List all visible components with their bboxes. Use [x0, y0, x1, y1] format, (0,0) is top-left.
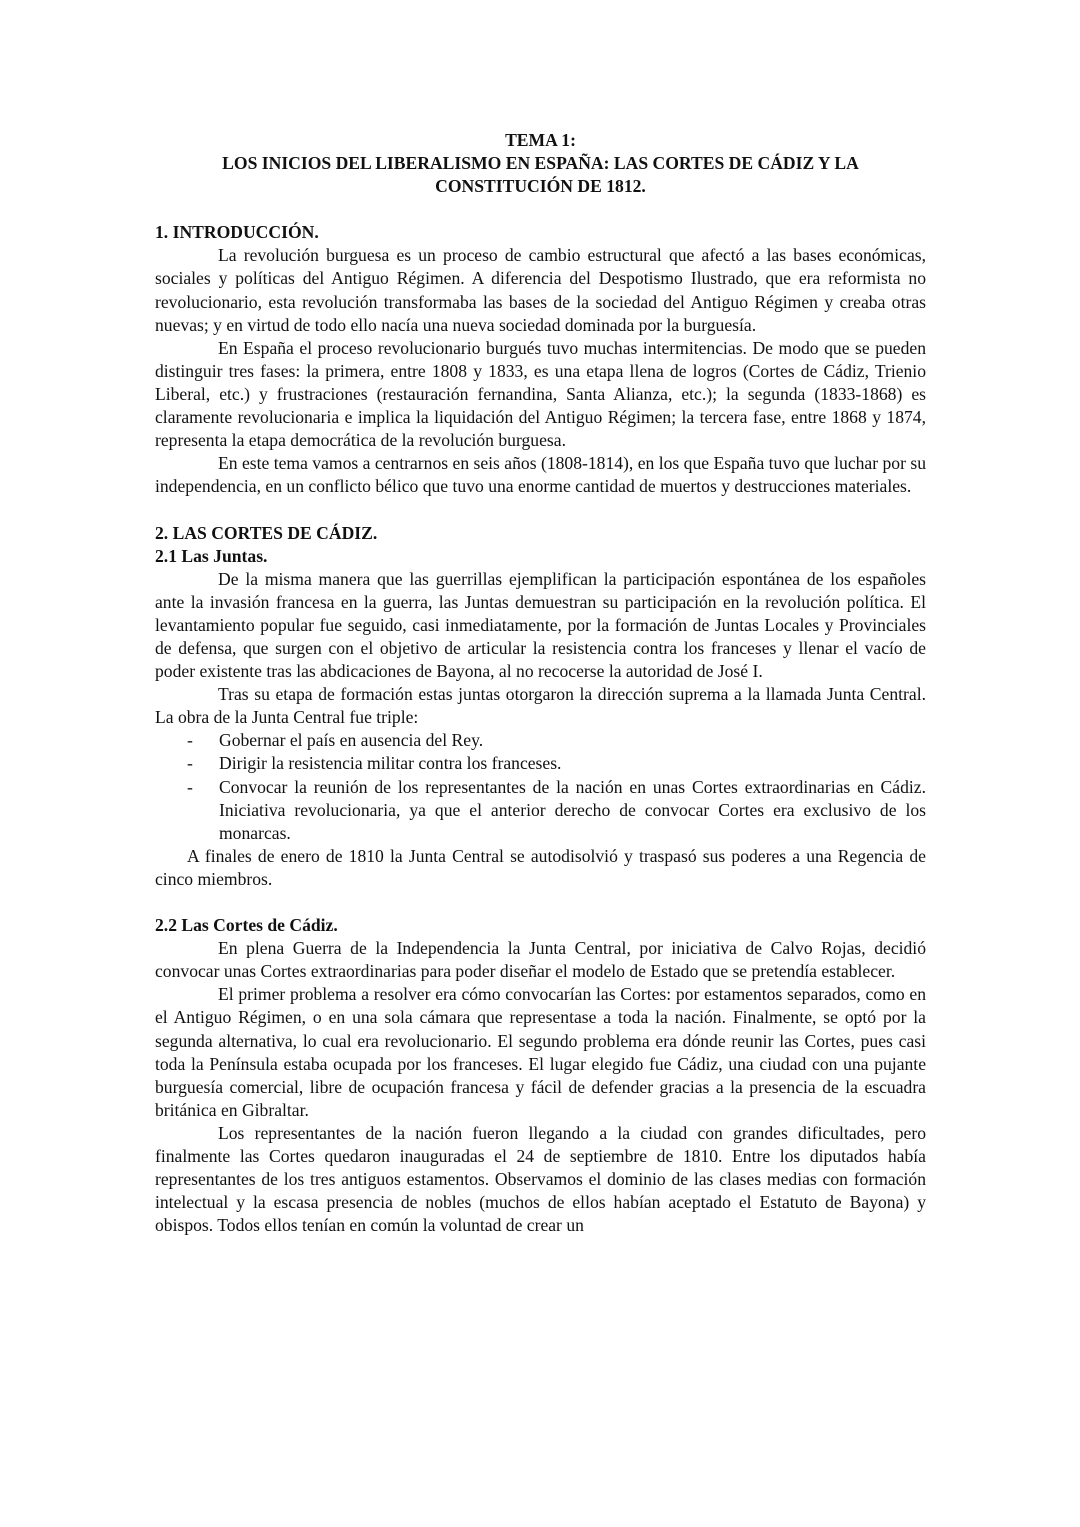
subsection-2-2-paragraph: El primer problema a resolver era cómo convocarían las Cortes: por estamentos separados, como en el Antiguo Régimen, o en una sola cámara que representase a toda la nación. Finalmente, se optó por la segunda alternativa, lo cual era revolucionario. El segundo problema era dónde reunir las Cortes, pues casi toda la Península estaba ocupada por los franceses. El lugar elegido fue Cádiz, una ciudad con una pujante burguesía comercial, libre de ocupación francesa y fácil de defender gracias a la presencia de la escuadra británica en Gibraltar. [155, 984, 926, 1120]
list-item-text: Dirigir la resistencia militar contra los franceses. [219, 753, 562, 774]
subsection-2-2-heading: 2.2 Las Cortes de Cádiz. [155, 915, 338, 936]
subsection-2-1-heading: 2.1 Las Juntas. [155, 545, 268, 566]
list-item-text: Gobernar el país en ausencia del Rey. [219, 730, 484, 751]
spacer [155, 891, 926, 914]
list-item [155, 752, 926, 775]
document-title [155, 129, 926, 198]
title-line-2: LOS INICIOS DEL LIBERALISMO EN ESPAÑA: LAS CORTES DE CÁDIZ Y LA [222, 153, 859, 174]
title-line-3: CONSTITUCIÓN DE 1812. [435, 176, 646, 197]
subsection-2-1-closing: A finales de enero de 1810 la Junta Central se autodisolvió y traspasó sus poderes a una Regencia de cinco miembros. [155, 845, 926, 889]
section-1-paragraph: En España el proceso revolucionario burgués tuvo muchas intermitencias. De modo que se pueden distinguir tres fases: la primera, entre 1808 y 1833, es una etapa llena de logros (Cortes de Cádiz, Trienio Liberal, etc.) y frustraciones (restauración fernandina, Santa Alianza, etc.); la segunda (1833-1868) es claramente revolucionaria e implica la liquidación del Antiguo Régimen; la tercera fase, entre 1868 y 1874, representa la etapa democrática de la revolución burguesa. [155, 337, 926, 451]
spacer [155, 498, 926, 521]
section-1-heading: 1. INTRODUCCIÓN. [155, 222, 319, 243]
subsection-2-2-paragraph: En plena Guerra de la Independencia la Junta Central, por iniciativa de Calvo Rojas, decidió convocar unas Cortes extraordinarias para poder diseñar el modelo de Estado que se pretendía establecer. [155, 938, 926, 982]
dash-bullet: - [187, 753, 193, 774]
subsection-2-1-paragraph: Tras su etapa de formación estas juntas otorgaron la dirección suprema a la llamada Junta Central. La obra de la Junta Central fue triple: [155, 684, 926, 728]
title-line-1: TEMA 1: [505, 130, 576, 150]
dash-bullet: - [187, 730, 193, 751]
list-item [155, 776, 926, 845]
junta-central-tasks-list [155, 729, 926, 844]
list-item-text: Convocar la reunión de los representantes de la nación en unas Cortes extraordinarias en Cádiz. Iniciativa revolucionaria, ya que el anterior derecho de convocar Cortes era exclusivo de los monarcas. [219, 776, 926, 843]
document-page [155, 129, 926, 1237]
section-1-paragraph: La revolución burguesa es un proceso de cambio estructural que afectó a las bases económicas, sociales y políticas del Antiguo Régimen. A diferencia del Despotismo Ilustrado, que era reformista no revolucionario, esta revolución transformaba las bases de la sociedad del Antiguo Régimen y creaba otras nuevas; y en virtud de todo ello nacía una nueva sociedad dominada por la burguesía. [155, 245, 926, 335]
subsection-2-2-paragraph: Los representantes de la nación fueron llegando a la ciudad con grandes dificultades, pero finalmente las Cortes quedaron inauguradas el 24 de septiembre de 1810. Entre los diputados había representantes de los tres antiguos estamentos. Observamos el dominio de las clases medias con formación intelectual y la escasa presencia de nobles (muchos de ellos habían aceptado el Estatuto de Bayona) y obispos. Todos ellos tenían en común la voluntad de crear un [155, 1122, 926, 1236]
section-1-paragraph: En este tema vamos a centrarnos en seis años (1808-1814), en los que España tuvo que luchar por su independencia, en un conflicto bélico que tuvo una enorme cantidad de muertos y destrucciones materiales. [155, 453, 926, 497]
subsection-2-1-paragraph: De la misma manera que las guerrillas ejemplifican la participación espontánea de los españoles ante la invasión francesa en la guerra, las Juntas demuestran su participación en la revolución política. El levantamiento popular fue seguido, casi inmediatamente, por la formación de Juntas Locales y Provinciales de defensa, que surgen con el objetivo de articular la resistencia contra los franceses y llenar el vacío de poder existente tras las abdicaciones de Bayona, al no recocerse la autoridad de José I. [155, 568, 926, 682]
list-item [155, 729, 926, 752]
dash-bullet: - [187, 776, 193, 797]
section-2-heading: 2. LAS CORTES DE CÁDIZ. [155, 522, 378, 543]
